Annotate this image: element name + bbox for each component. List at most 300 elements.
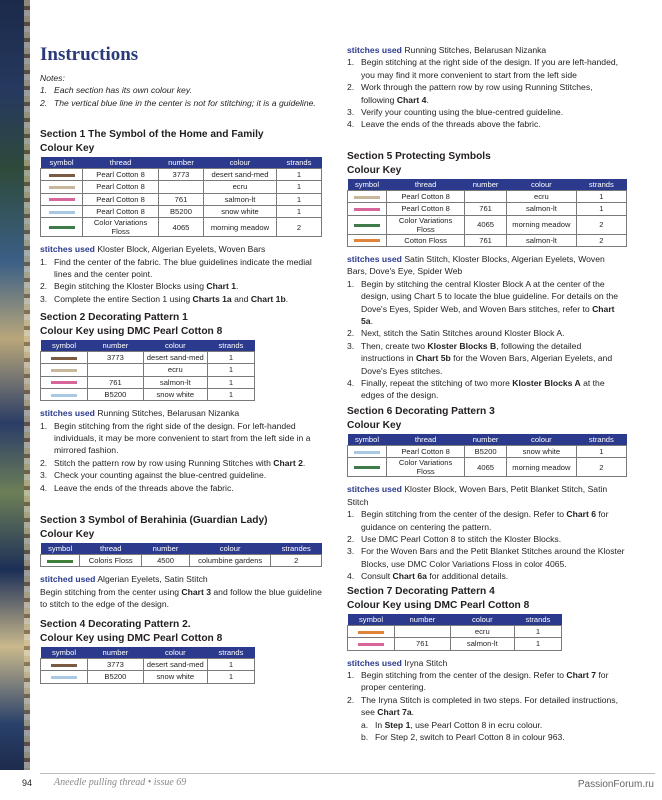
colour-cell: ecru [203, 181, 276, 193]
step-number: 2. [347, 82, 355, 93]
step-text: Begin stitching the Kloster Blocks using [54, 281, 207, 292]
colour-cell: ecru [143, 364, 207, 376]
step-item [347, 118, 627, 130]
stitches-used [347, 253, 627, 278]
table-header-row [348, 614, 562, 626]
step-text: . [302, 457, 306, 468]
symbol-cell [348, 626, 395, 638]
column-header: symbol [348, 179, 387, 191]
notes-heading: Notes: [40, 73, 65, 83]
symbol-cell [41, 193, 83, 205]
thread-cell: Pearl Cotton 8 [83, 193, 159, 205]
thread-cell: Pearl Cotton 8 [83, 181, 159, 193]
step-text: Begin by stitching the central Kloster Block A at the center of the design, using Chart 5 to locate the blue guideline. For details on the Dove's Eyes, Spider Web, and Woven Bars stitches, refer to [361, 278, 619, 314]
step-item [40, 293, 325, 305]
step-text: and [231, 293, 251, 304]
chart-reference: Chart 1 [206, 281, 236, 292]
step-number: 3. [40, 293, 48, 304]
section-title: Section 2 Decorating Pattern 1 [40, 312, 188, 323]
column-header: number [159, 157, 204, 169]
step-number: 2. [347, 328, 355, 339]
chart-reference: Chart 7 [566, 670, 597, 680]
step-number: 3. [347, 340, 355, 351]
step-text: . [236, 281, 239, 292]
column-header: strands [207, 647, 254, 659]
section-3 [40, 514, 325, 611]
step-text: For Step 2, switch to Pearl Cotton 8 in colour 963. [375, 732, 565, 743]
table-row [41, 193, 322, 205]
thread-cell: Pearl Cotton 8 [387, 446, 465, 458]
note-number: 1. [40, 85, 48, 96]
stitches-list: Iryna Stitch [404, 657, 448, 668]
step-item [361, 719, 627, 731]
column-header: strands [207, 340, 254, 352]
column-header: strands [514, 614, 561, 626]
section-title: Section 1 The Symbol of the Home and Family [40, 129, 264, 140]
table-row [41, 205, 322, 217]
step-item [40, 420, 325, 457]
section-title: Section 6 Decorating Pattern 3 [347, 406, 495, 417]
step-item [347, 669, 627, 694]
step-text: . [411, 707, 415, 718]
steps-list [40, 256, 325, 306]
table-header-row [41, 647, 255, 659]
strands-cell: 1 [207, 388, 254, 400]
step-number: 1. [40, 256, 48, 267]
step-text: Verify your counting using the blue-centred guideline. [361, 107, 564, 118]
colour-key-title: Colour Key using DMC Pearl Cotton 8 [40, 325, 223, 337]
number-cell: 4065 [465, 458, 507, 477]
orange-swatch [354, 239, 380, 242]
column-header: number [395, 614, 451, 626]
strands-cell: 1 [207, 364, 254, 376]
section-3-paragraph [40, 586, 325, 611]
chart-reference: Chart 5b [415, 353, 451, 364]
chart-reference: Charts 1a [192, 293, 232, 304]
stitches-label: stitches used [347, 253, 402, 264]
step-text: Leave the ends of the threads above the fabric. [361, 119, 541, 130]
step-number: a. [361, 719, 369, 730]
colour-cell: salmon-lt [507, 203, 577, 215]
strands-cell: 1 [207, 352, 254, 364]
stitches-label: stitches used [347, 657, 402, 668]
section-2 [40, 311, 325, 494]
column-header: colour [189, 543, 270, 555]
pink-swatch [49, 198, 75, 201]
symbol-cell [41, 364, 88, 376]
step-item [347, 545, 627, 570]
column-header: thread [387, 179, 465, 191]
stitches-used [40, 573, 325, 585]
column-header: colour [143, 340, 207, 352]
strands-cell: 2 [576, 215, 626, 234]
strands-cell: 1 [514, 638, 561, 650]
number-cell [465, 191, 507, 203]
publication-name [54, 777, 186, 788]
colour-cell: salmon-lt [203, 193, 276, 205]
step-text: Begin stitching from the center using [40, 586, 182, 597]
step-number: b. [361, 732, 369, 743]
column-header: strands [576, 434, 626, 446]
stitches-used [347, 483, 627, 508]
page-title: Instructions [40, 44, 139, 65]
symbol-cell [348, 446, 387, 458]
pink-swatch [358, 643, 384, 646]
step-text: and follow the blue guideline to stitch to the edge of the design. [40, 586, 322, 610]
symbol-cell [348, 215, 387, 234]
stitches-list: Algerian Eyelets, Satin Stitch [97, 574, 208, 585]
step-text: Work through the pattern row by row using Running Stitches, following [361, 82, 593, 105]
step-text: Begin stitching at the right side of the design. If you are left-handed, you may find it more convenient to start from the left side [361, 57, 619, 80]
symbol-cell [41, 218, 83, 237]
step-number: 1. [40, 420, 48, 431]
column-header: colour [143, 647, 207, 659]
strands-cell: 2 [576, 234, 626, 246]
table-row [348, 234, 627, 246]
colour-cell: ecru [450, 626, 514, 638]
step-text: for the Woven Bars, Algerian Eyelets, and Dove's Eyes stitches. [361, 353, 613, 376]
step-text: , following the detailed instructions in [361, 340, 582, 364]
colour-key-title: Colour Key using DMC Pearl Cotton 8 [40, 632, 223, 644]
lightblue-swatch [354, 451, 380, 454]
number-cell: 4500 [142, 555, 190, 567]
step-number: 1. [347, 278, 355, 289]
column-header: number [465, 434, 507, 446]
symbol-cell [41, 169, 83, 181]
symbol-cell [348, 234, 387, 246]
symbol-cell [41, 388, 88, 400]
strands-cell: 1 [514, 626, 561, 638]
step-number: 3. [40, 470, 48, 481]
chart-reference: Chart 6 [566, 509, 597, 520]
section-4 [40, 618, 325, 684]
column-header: symbol [41, 157, 83, 169]
step-item [40, 482, 325, 494]
column-header: thread [387, 434, 465, 446]
section-7 [347, 585, 627, 743]
strands-cell: 2 [576, 458, 626, 477]
step-number: 4. [347, 571, 355, 582]
pink-swatch [354, 208, 380, 211]
step-text: The Iryna Stitch is completed in two steps. For detailed instructions, see [361, 694, 618, 718]
table-row [348, 458, 627, 477]
strands-cell: 1 [277, 169, 322, 181]
step-item [347, 106, 627, 118]
stitches-list: Running Stitches, Belarusan Nizanka [404, 45, 547, 55]
stitches-label: stitches used [347, 484, 402, 495]
pink-swatch [51, 381, 77, 384]
brown-swatch [51, 664, 77, 667]
symbol-cell [41, 205, 83, 217]
strands-cell: 2 [277, 218, 322, 237]
symbol-cell [41, 181, 83, 193]
step-text: , use Pearl Cotton 8 in ecru colour. [410, 719, 543, 730]
step-item [347, 533, 627, 545]
colour-key-table [347, 614, 562, 651]
stitches-used [40, 407, 325, 419]
step-number: 2. [40, 457, 48, 468]
table-row [41, 352, 255, 364]
step-item [347, 508, 627, 533]
publication-title: Aneedle pulling thread [54, 777, 146, 788]
colour-key-title: Colour Key [40, 142, 95, 154]
column-header: symbol [348, 434, 387, 446]
strands-cell: 1 [576, 191, 626, 203]
chart-reference: Chart 1b [250, 293, 286, 304]
table-row [41, 388, 255, 400]
colour-cell: salmon-lt [507, 234, 577, 246]
chart-reference: Chart 2 [273, 457, 303, 468]
stitches-used [347, 44, 627, 56]
number-cell [88, 364, 144, 376]
brown-swatch [51, 357, 77, 360]
lightblue-swatch [49, 211, 75, 214]
colour-key-table [40, 157, 322, 237]
symbol-cell [41, 352, 88, 364]
colour-cell: desert sand-med [143, 352, 207, 364]
number-cell: 761 [395, 638, 451, 650]
column-header: number [142, 543, 190, 555]
column-header: thread [80, 543, 142, 555]
note-text: Each section has its own colour key. [54, 85, 192, 96]
watermark: PassionForum.ru [577, 779, 654, 790]
orange-swatch [358, 631, 384, 634]
colour-key-title: Colour Key [40, 528, 95, 540]
step-text: for additional details. [426, 571, 509, 582]
page-number: 94 [22, 778, 33, 788]
number-cell: 761 [465, 203, 507, 215]
section-title: Section 4 Decorating Pattern 2. [40, 619, 191, 630]
number-cell [159, 181, 204, 193]
step-text: Finally, repeat the stitching of two more [361, 377, 513, 388]
colour-cell: columbine gardens [189, 555, 270, 567]
step-item [361, 731, 627, 743]
colour-cell: salmon-lt [450, 638, 514, 650]
colour-cell: desert sand-med [143, 659, 207, 671]
step-item [347, 694, 627, 719]
number-cell: 3773 [159, 169, 204, 181]
step-number: 4. [347, 377, 355, 388]
stitches-list: Kloster Block, Woven Bars, Petit Blanket Stitch, Satin Stitch [347, 484, 608, 507]
colour-cell: ecru [507, 191, 577, 203]
column-header: strands [277, 157, 322, 169]
strands-cell: 1 [277, 181, 322, 193]
strands-cell: 2 [271, 555, 322, 567]
ecru-swatch [51, 369, 77, 372]
step-text: Consult [361, 571, 393, 582]
symbol-cell [348, 458, 387, 477]
section-title: Section 3 Symbol of Berahinia (Guardian Lady) [40, 515, 268, 526]
symbol-cell [41, 555, 80, 567]
issue-number: • issue 69 [147, 777, 187, 788]
step-text: Begin stitching from the center of the design. Refer to [361, 509, 567, 520]
symbol-cell [41, 659, 88, 671]
decorative-embroidery-border [0, 0, 30, 770]
step-item [347, 56, 627, 81]
chart-reference: Kloster Blocks B [427, 340, 497, 351]
step-number: 4. [40, 482, 48, 493]
colour-key-title: Colour Key [347, 164, 402, 176]
column-header: number [88, 340, 144, 352]
step-text: Use DMC Pearl Cotton 8 to stitch the Kloster Blocks. [361, 533, 562, 544]
colour-cell: snow white [507, 446, 577, 458]
chart-reference: Chart 6a [392, 571, 427, 582]
colour-key-table [40, 647, 255, 684]
note-item [40, 84, 325, 96]
number-cell: 761 [88, 376, 144, 388]
step-number: 2. [347, 533, 355, 544]
step-text: Stitch the pattern row by row using Running Stitches with [54, 457, 274, 468]
step-item [347, 570, 627, 582]
symbol-cell [348, 638, 395, 650]
step-text: Begin stitching from the center of the design. Refer to [361, 670, 567, 680]
olive-swatch [47, 560, 73, 563]
strands-cell: 1 [207, 376, 254, 388]
table-header-row [41, 157, 322, 169]
stitches-label: stitched used [40, 574, 96, 585]
table-row [41, 364, 255, 376]
step-text: . [285, 293, 289, 304]
step-item [347, 81, 627, 106]
column-header: thread [83, 157, 159, 169]
step-item [347, 327, 627, 339]
steps-list [40, 420, 325, 494]
strands-cell: 1 [207, 659, 254, 671]
section-1 [40, 128, 325, 305]
table-row [41, 169, 322, 181]
symbol-cell [348, 203, 387, 215]
thread-cell: Pearl Cotton 8 [387, 191, 465, 203]
thread-cell: Pearl Cotton 8 [83, 205, 159, 217]
note-text: The vertical blue line in the center is not for stitching; it is a guideline. [54, 97, 316, 108]
number-cell: B5200 [88, 671, 144, 683]
section-title: Section 5 Protecting Symbols [347, 151, 491, 162]
step-text: Check your counting against the blue-centred guideline. [54, 470, 267, 481]
column-header: symbol [348, 614, 395, 626]
step-text: In [375, 719, 385, 730]
column-header: symbol [41, 340, 88, 352]
chart-reference: Chart 4 [396, 94, 427, 105]
step-text: Leave the ends of the threads above the fabric. [54, 482, 234, 493]
chart-reference: Chart 5a [361, 303, 615, 326]
table-row [348, 215, 627, 234]
stitches-label: stitches used [40, 408, 95, 419]
steps-list [347, 56, 627, 130]
stitches-list: Running Stitches, Belarusan Nizanka [97, 408, 240, 419]
step-text: at the edges of the design. [361, 377, 605, 401]
chart-reference: Chart 3 [181, 586, 212, 597]
note-number: 2. [40, 97, 48, 108]
colour-cell: snow white [143, 388, 207, 400]
table-row [41, 218, 322, 237]
step-number: 3. [347, 546, 355, 557]
number-cell [395, 626, 451, 638]
strands-cell: 1 [277, 193, 322, 205]
green-swatch [49, 226, 75, 229]
table-row [348, 203, 627, 215]
table-row [41, 671, 255, 683]
step-text: . [426, 94, 429, 105]
section-6 [347, 405, 627, 583]
table-header-row [348, 434, 627, 446]
lightblue-swatch [51, 676, 77, 679]
number-cell: B5200 [465, 446, 507, 458]
number-cell: B5200 [159, 205, 204, 217]
colour-cell: snow white [143, 671, 207, 683]
colour-cell: desert sand-med [203, 169, 276, 181]
step-item [347, 377, 627, 402]
note-item [40, 97, 325, 109]
table-row [348, 638, 562, 650]
colour-key-title: Colour Key [347, 419, 402, 431]
table-row [348, 191, 627, 203]
footer-rule [40, 773, 655, 774]
step-text: Next, stitch the Satin Stitches around Kloster Block A. [361, 328, 565, 339]
table-row [41, 659, 255, 671]
step-number: 4. [347, 119, 355, 130]
step-number: 1. [347, 509, 355, 520]
ecru-swatch [49, 186, 75, 189]
table-row [348, 626, 562, 638]
chart-reference: Chart 7a [377, 707, 412, 718]
steps-list [347, 719, 627, 744]
stitches-label: stitches used [347, 45, 402, 55]
colour-key-table [40, 543, 322, 567]
colour-cell: morning meadow [507, 215, 577, 234]
colour-key-table [347, 434, 627, 477]
stitches-label: stitches used [40, 244, 95, 255]
colour-key-title: Colour Key using DMC Pearl Cotton 8 [347, 599, 530, 611]
number-cell: 3773 [88, 659, 144, 671]
thread-cell: Color Variations Floss [387, 215, 465, 234]
strands-cell: 1 [277, 205, 322, 217]
chart-reference: Kloster Blocks A [512, 377, 581, 388]
column-header: strandes [271, 543, 322, 555]
column-header: number [465, 179, 507, 191]
number-cell: B5200 [88, 388, 144, 400]
notes [40, 72, 325, 109]
number-cell: 3773 [88, 352, 144, 364]
colour-cell: salmon-lt [143, 376, 207, 388]
colour-cell: snow white [203, 205, 276, 217]
table-row [41, 376, 255, 388]
section-title: Section 7 Decorating Pattern 4 [347, 586, 495, 597]
lightblue-swatch [51, 394, 77, 397]
chart-reference: Step 1 [384, 719, 411, 730]
step-item [40, 280, 325, 292]
thread-cell: Pearl Cotton 8 [83, 169, 159, 181]
thread-cell: Cotton Floss [387, 234, 465, 246]
step-text: Complete the entire Section 1 using [54, 293, 193, 304]
step-text: . [370, 315, 373, 326]
step-number: 2. [40, 281, 48, 292]
table-row [348, 446, 627, 458]
stitches-used [347, 657, 627, 669]
step-item [40, 457, 325, 469]
step-text: for proper centering. [361, 670, 609, 693]
number-cell: 4065 [465, 215, 507, 234]
step-text: for guidance on centering the pattern. [361, 509, 609, 532]
step-item [347, 278, 627, 328]
thread-cell: Color Variations Floss [387, 458, 465, 477]
stitches-list: Kloster Block, Algerian Eyelets, Woven Bars [97, 244, 266, 255]
step-number: 1. [347, 670, 355, 680]
green-swatch [354, 224, 380, 227]
table-row [41, 555, 322, 567]
column-header: colour [507, 434, 577, 446]
ecru-swatch [354, 196, 380, 199]
step-text: Find the center of the fabric. The blue guidelines indicate the medial lines and the center point. [54, 256, 312, 279]
